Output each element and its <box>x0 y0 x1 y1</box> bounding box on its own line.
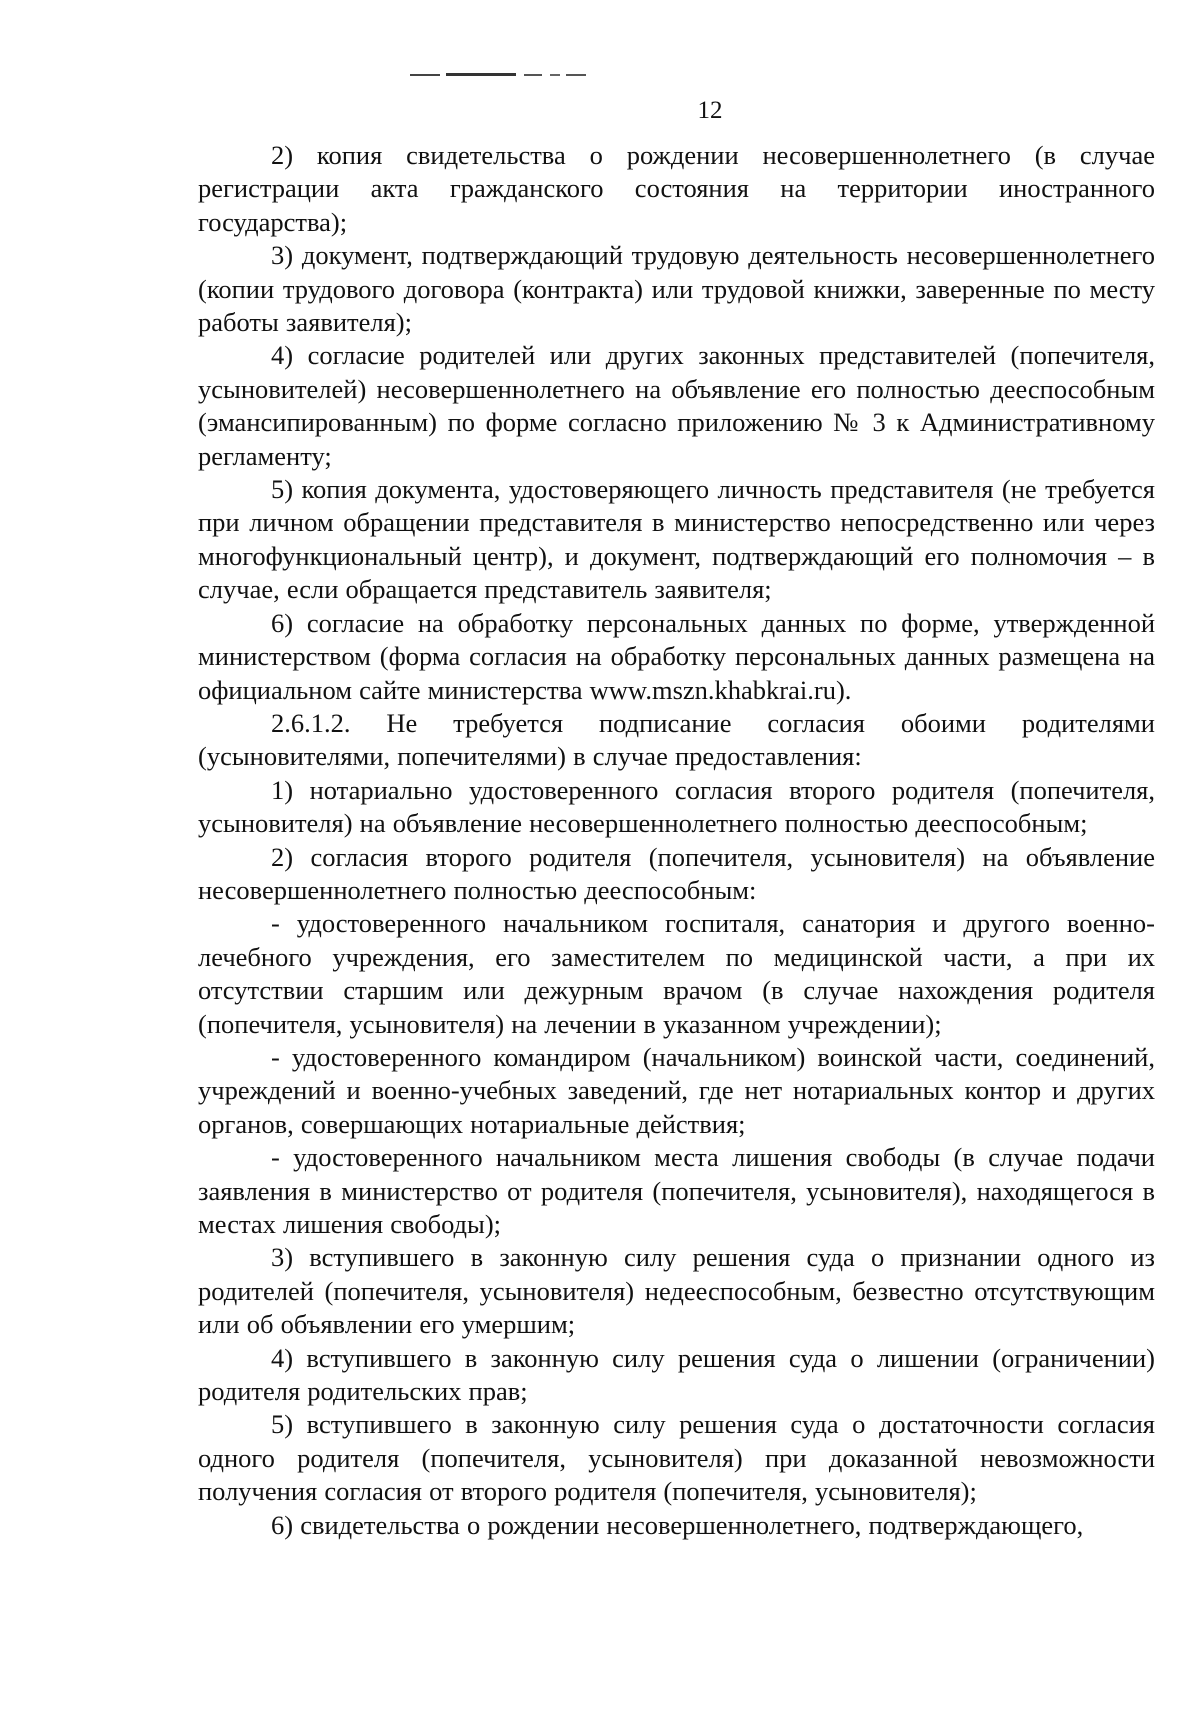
paragraph-dash-prison: - удостоверенного начальником места лишения свободы (в случае подачи заявления в министерство от родителя (попечителя, усыновителя), находящегося в местах лишения свободы); <box>198 1142 1155 1239</box>
paragraph-exception-1: 1) нотариально удостоверенного согласия второго родителя (попечителя, усыновителя) на объявление несовершеннолетнего полностью дееспособным; <box>198 774 1155 839</box>
paragraph-exception-3: 3) вступившего в законную силу решения суда о признании одного из родителей (попечителя, усыновителя) недееспособным, безвестно отсутствующим или об объявлении его умершим; <box>198 1242 1155 1340</box>
paragraph-item-4: 4) согласие родителей или других законных представителей (попечителя, усыновителей) несовершеннолетнего на объявление его полностью дееспособным (эмансипированным) по форме согласно приложению № 3 к Административному регламенту; <box>198 340 1155 471</box>
paragraph-item-2: 2) копия свидетельства о рождении несовершеннолетнего (в случае регистрации акта гражданского состояния на территории иностранного государства); <box>198 140 1155 237</box>
paragraph-exception-2: 2) согласия второго родителя (попечителя, усыновителя) на объявление несовершеннолетнего полностью дееспособным: <box>198 841 1155 905</box>
paragraph-item-5: 5) копия документа, удостоверяющего личность представителя (не требуется при личном обращении представителя в министерство непосредственно или через многофункциональный центр), и документ, подтверждающий его полномочия – в случае, если обращается представитель заявителя; <box>198 474 1155 605</box>
paragraph-dash-hospital: - удостоверенного начальником госпиталя, санатория и другого военно-лечебного учреждения, его заместителем по медицинской части, а при их отсутствии старшим или дежурным врачом (в случае нахождения родителя (попечителя, усыновителя) на лечении в указанном учреждении); <box>198 908 1155 1039</box>
page-number: 12 <box>697 97 723 124</box>
paragraph-dash-military: - удостоверенного командиром (начальником) воинской части, соединений, учреждений и военно-учебных заведений, где нет нотариальных контор и других органов, совершающих нотариальные действия; <box>198 1041 1155 1139</box>
paragraph-exception-4: 4) вступившего в законную силу решения суда о лишении (ограничении) родителя родительских прав; <box>198 1342 1155 1407</box>
paragraph-section-2-6-1-2: 2.6.1.2. Не требуется подписание согласия обоими родителями (усыновителями, попечителями) в случае предоставления: <box>198 707 1155 772</box>
paragraph-item-6: 6) согласие на обработку персональных данных по форме, утвержденной министерством (форма согласия на обработку персональных данных размещена на официальном сайте министерства www.mszn.khabkrai.ru). <box>198 607 1155 705</box>
document-body <box>198 139 1155 1542</box>
paragraph-item-3: 3) документ, подтверждающий трудовую деятельность несовершеннолетнего (копии трудового договора (контракта) или трудовой книжки, заверенные по месту работы заявителя); <box>198 240 1155 338</box>
scan-artifact-mark <box>410 72 610 78</box>
paragraph-exception-6: 6) свидетельства о рождении несовершеннолетнего, подтверждающего, <box>271 1509 1084 1540</box>
paragraph-exception-5: 5) вступившего в законную силу решения суда о достаточности согласия одного родителя (попечителя, усыновителя) при доказанной невозможности получения согласия от второго родителя (попечителя, усыновителя); <box>198 1409 1155 1507</box>
